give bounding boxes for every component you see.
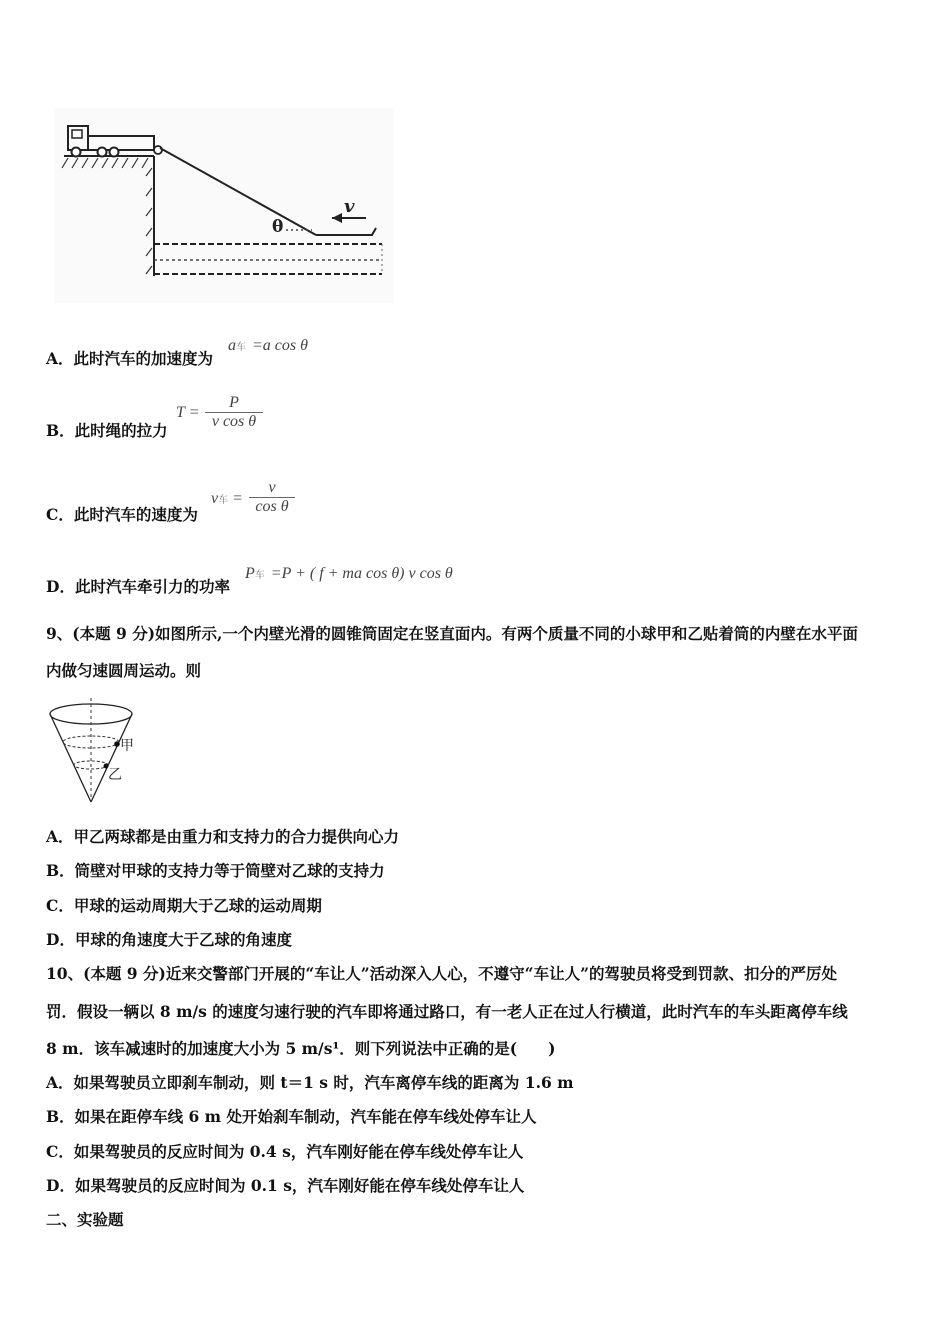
q8-option-c: C．此时汽车的速度为 bbox=[46, 505, 198, 524]
q10-option-c: C．如果驾驶员的反应时间为 0.4 s，汽车刚好能在停车线处停车让人 bbox=[46, 1142, 524, 1161]
q10-option-a: A．如果驾驶员立即刹车制动，则 t＝1 s 时，汽车离停车线的距离为 1.6 m bbox=[46, 1073, 574, 1092]
formula-d: P车 =P + ( f + ma cos θ) v cos θ bbox=[245, 565, 453, 582]
formula-b-fraction: $\frac{P}{\text{v cos θ}}$ bbox=[205, 394, 263, 431]
velocity-label: v bbox=[344, 196, 355, 217]
q10-option-b: B．如果在距停车线 6 m 处开始刹车制动，汽车能在停车线处停车让人 bbox=[46, 1107, 537, 1126]
ball-jia bbox=[114, 741, 120, 747]
section-heading-experiment: 二、实验题 bbox=[46, 1210, 124, 1229]
q9-option-a: A．甲乙两球都是由重力和支持力的合力提供向心力 bbox=[46, 827, 400, 846]
q10-stem-line1: 10、(本题 9 分)近来交警部门开展的“车让人”活动深入人心，不遵守“车让人”的驾驶员将受到罚款、扣分的严厉处 bbox=[46, 964, 837, 983]
q9-option-b: B．筒壁对甲球的支持力等于筒壁对乙球的支持力 bbox=[46, 861, 385, 880]
label-jia: 甲 bbox=[120, 738, 134, 754]
formula-c-lhs: v车 = bbox=[211, 490, 243, 507]
q9-option-c: C．甲球的运动周期大于乙球的运动周期 bbox=[46, 896, 322, 915]
q10-option-d: D．如果驾驶员的反应时间为 0.1 s，汽车刚好能在停车线处停车让人 bbox=[46, 1176, 525, 1195]
q8-option-d: D．此时汽车牵引力的功率 bbox=[46, 577, 230, 596]
q9-option-d: D．甲球的角速度大于乙球的角速度 bbox=[46, 930, 292, 949]
q9-stem-line2: 内做匀速圆周运动。则 bbox=[46, 661, 202, 680]
q9-stem-line1: 9、(本题 9 分)如图所示,一个内壁光滑的圆锥筒固定在竖直面内。有两个质量不同的小球甲和乙贴着筒的内壁在水平面 bbox=[46, 624, 858, 643]
label-yi: 乙 bbox=[108, 767, 122, 783]
formula-c-fraction: $\frac{v}{\text{cos θ}}$ bbox=[249, 479, 295, 516]
truck-rope-boat-figure bbox=[54, 108, 394, 303]
theta-label: θ bbox=[272, 217, 284, 237]
formula-b-lhs: T = bbox=[176, 404, 200, 421]
cone-figure bbox=[46, 698, 146, 806]
q8-option-b: B．此时绳的拉力 bbox=[46, 421, 168, 440]
q10-stem-line3: 8 m．该车减速时的加速度大小为 5 m/s¹．则下列说法中正确的是( ) bbox=[46, 1039, 556, 1058]
formula-a: a车 =a cos θ bbox=[228, 337, 308, 354]
q10-stem-line2: 罚．假设一辆以 8 m/s 的速度匀速行驶的汽车即将通过路口，有一老人正在过人行横道，此时汽车的车头距离停车线 bbox=[46, 1002, 848, 1021]
q8-option-a: A．此时汽车的加速度为 bbox=[46, 349, 214, 368]
